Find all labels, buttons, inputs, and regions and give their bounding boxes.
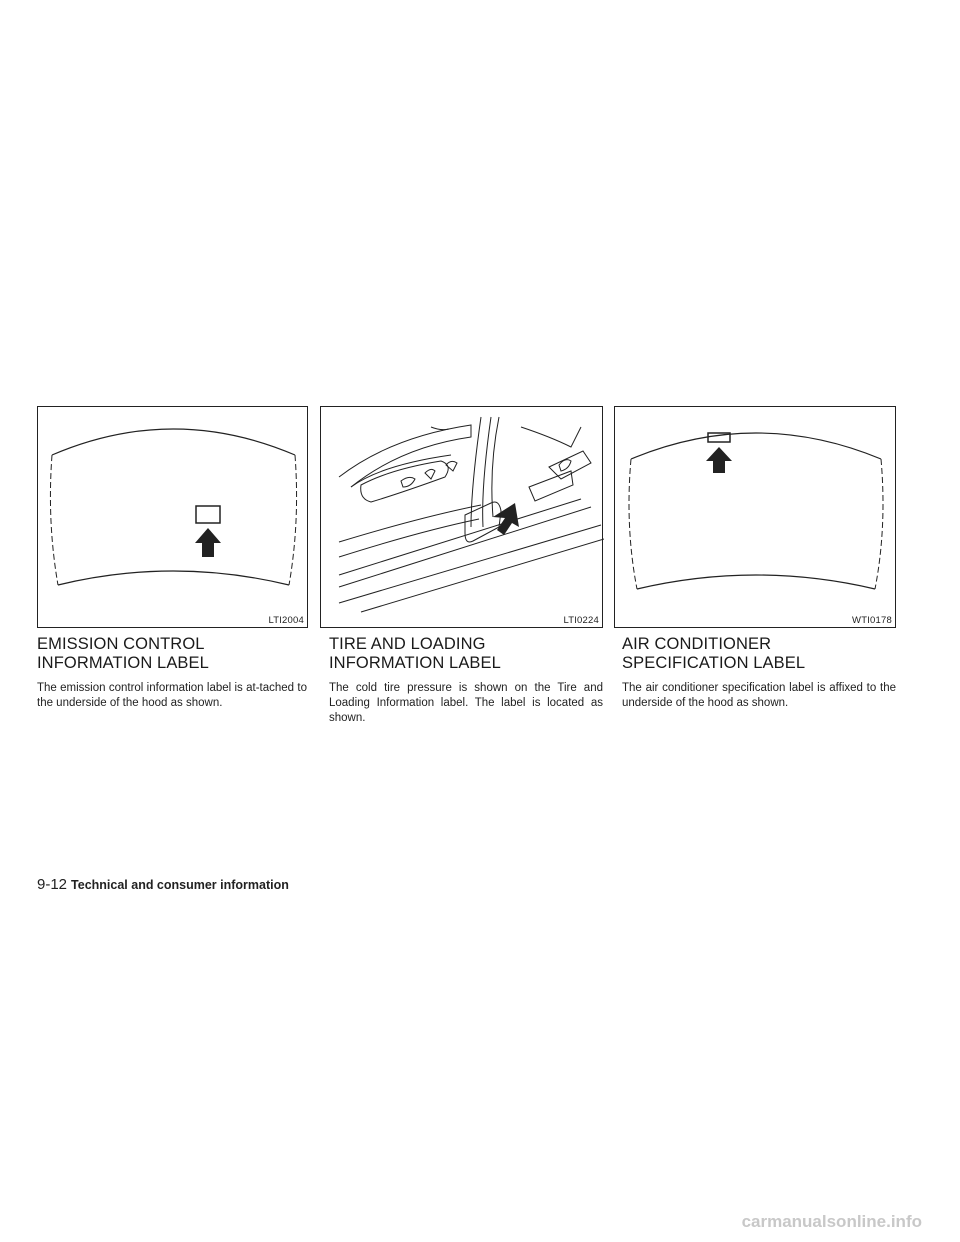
section-body: The air conditioner specification label is affixed to the underside of the hood as shown. xyxy=(622,682,896,709)
hood-illustration-1 xyxy=(38,407,309,629)
figure-tire-label-location xyxy=(320,406,603,628)
arrow-up-icon xyxy=(195,528,221,557)
figure-ac-label-location xyxy=(614,406,896,628)
section-ac-label xyxy=(622,635,896,711)
arrow-icon xyxy=(493,503,519,535)
page-number: 9-12 xyxy=(37,876,68,893)
section-emission-label xyxy=(37,635,307,711)
figure-code: LTI0224 xyxy=(563,615,599,626)
figure-code: WTI0178 xyxy=(852,615,892,626)
section-heading: EMISSION CONTROL INFORMATION LABEL xyxy=(37,635,209,672)
watermark-text: carmanualsonline.info xyxy=(741,1212,922,1231)
hood-illustration-2 xyxy=(615,407,897,629)
section-heading: AIR CONDITIONER SPECIFICATION LABEL xyxy=(622,635,806,672)
figure-code: LTI2004 xyxy=(268,615,304,626)
door-pillar-illustration xyxy=(321,407,604,629)
chapter-title: Technical and consumer information xyxy=(71,878,289,892)
section-heading: TIRE AND LOADING INFORMATION LABEL xyxy=(329,635,501,672)
section-body: The emission control information label is at-tached to the underside of the hood as shown. xyxy=(37,682,307,709)
label-marker xyxy=(196,506,220,523)
arrow-up-icon xyxy=(706,447,732,473)
figure-emission-label-location xyxy=(37,406,308,628)
section-tire-label xyxy=(329,635,603,726)
page-footer xyxy=(37,876,289,893)
section-body: The cold tire pressure is shown on the Tire and Loading Information label. The label is located as shown. xyxy=(329,682,603,724)
